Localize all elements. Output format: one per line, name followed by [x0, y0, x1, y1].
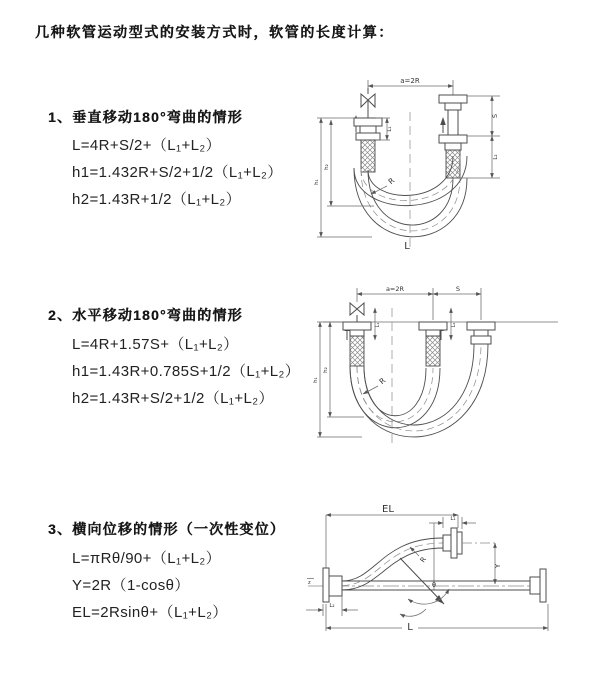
length-label: L: [404, 241, 410, 252]
angle-label: θ: [432, 581, 436, 589]
dim-label-l1: L₁: [387, 126, 393, 132]
radius-label: R: [386, 175, 397, 187]
diagram-lateral-displacement: [298, 498, 600, 648]
dim-label-h2: h₂: [323, 367, 329, 373]
dim-label-l1: L₁: [450, 516, 456, 522]
dim-label-h1: h₁: [314, 179, 320, 185]
formula-1-1: L=4R+S/2+（L₁+L₂）: [72, 137, 222, 154]
dim-label-y: Y: [494, 563, 502, 569]
hose-bend: [350, 344, 488, 437]
formula-2-3: h2=1.43R+S/2+1/2（L₁+L₂）: [72, 390, 274, 407]
page-title: 几种软管运动型式的安装方式时，软管的长度计算：: [35, 24, 394, 40]
hose-fitting-left: [354, 118, 382, 172]
dim-label-stroke-s: S: [455, 285, 461, 293]
formula-1-2: h1=1.432R+S/2+1/2（L₁+L₂）: [72, 164, 283, 181]
pipe-straight: [342, 569, 546, 602]
formula-3-1: L=πRθ/90+（L₁+L₂）: [72, 550, 221, 567]
flange-upper: [443, 528, 462, 558]
hose-fitting-right: [467, 322, 495, 344]
formula-3-3: EL=2Rsinθ+（L₁+L₂）: [72, 604, 228, 621]
dim-label-h2: h₂: [324, 164, 330, 170]
hose-s-curve: [342, 538, 443, 590]
flow-arrow-icon: [440, 117, 446, 125]
section-1-heading: 1、垂直移动180°弯曲的情形: [48, 109, 243, 125]
valve-icon: [361, 88, 375, 118]
dim-label-stroke-s: S: [491, 113, 499, 119]
formula-2-1: L=4R+1.57S+（L₁+L₂）: [72, 336, 239, 353]
diagram-horizontal-180-bend: [310, 280, 600, 465]
formula-1-3: h2=1.43R+1/2（L₁+L₂）: [72, 191, 242, 208]
formula-2-2: h1=1.43R+0.785S+1/2（L₁+L₂）: [72, 363, 301, 380]
dim-label-l2: L₂: [329, 603, 335, 609]
dim-label-span: a=2R: [385, 285, 405, 293]
dim-label-span: a=2R: [400, 77, 420, 85]
hose-fitting-left: [343, 322, 371, 366]
section-2-heading: 2、水平移动180°弯曲的情形: [48, 307, 243, 323]
dim-label-el: EL: [382, 504, 394, 515]
radius-label: R: [377, 375, 388, 387]
hose-fitting-middle: [419, 322, 447, 366]
dim-label-l1: L₁: [375, 322, 381, 328]
dim-label-l2: L₂: [493, 154, 499, 160]
dim-label-h1: h₁: [313, 377, 319, 383]
centerline-mark: z: [308, 580, 311, 586]
valve-icon: [350, 303, 364, 322]
section-3-heading: 3、横向位移的情形（一次性变位）: [48, 521, 285, 537]
diagram-vertical-180-bend: [310, 70, 600, 260]
radius-label: R: [418, 555, 429, 565]
angle-construction: [400, 558, 449, 616]
length-label: L: [407, 622, 413, 633]
hose-fitting-right: [439, 95, 467, 178]
dim-label-l2: L₂: [451, 322, 457, 328]
flange-left: [323, 568, 342, 602]
formula-3-2: Y=2R（1-cosθ）: [72, 577, 190, 594]
